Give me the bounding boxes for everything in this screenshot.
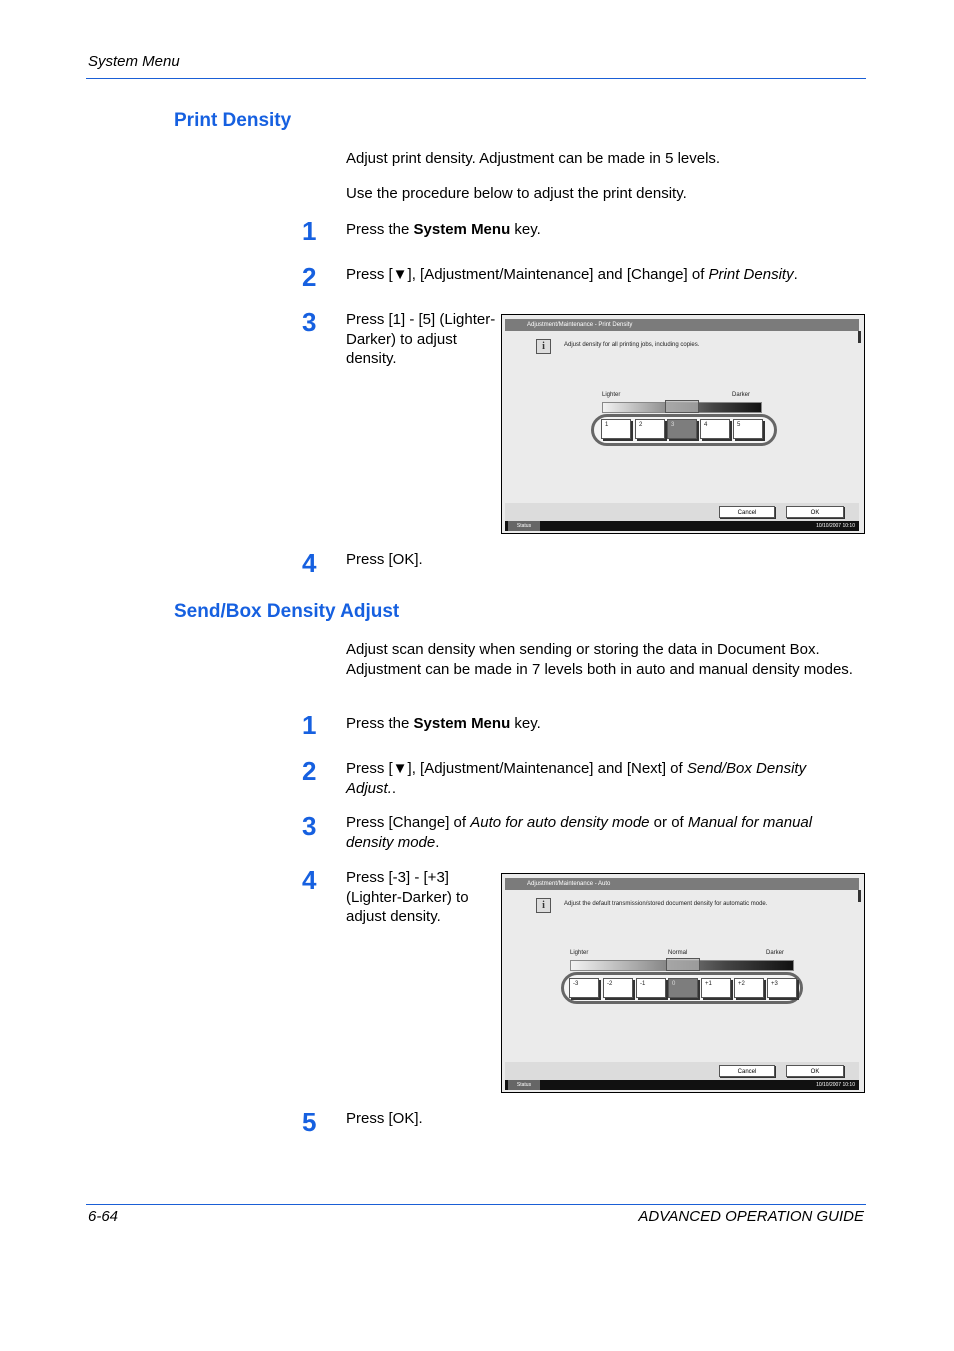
print-density-intro-2: Use the procedure below to adjust the print density. <box>346 185 687 202</box>
scrollbar[interactable] <box>858 331 861 343</box>
step-number: 3 <box>302 811 317 841</box>
level-button[interactable]: +3 <box>767 978 797 998</box>
step-text: Press [Change] of Auto for auto density mode or of Manual for manual density mode. <box>346 814 813 851</box>
info-icon: i <box>536 898 551 913</box>
level-button[interactable]: 1 <box>601 419 631 439</box>
darker-label: Darker <box>732 392 751 398</box>
step-number: 4 <box>302 865 317 895</box>
level-button[interactable]: +2 <box>734 978 764 998</box>
normal-label: Normal <box>668 950 688 956</box>
level-button[interactable]: 2 <box>635 419 665 439</box>
status-bar <box>505 521 859 531</box>
step-text: Press the System Menu key. <box>346 221 541 238</box>
print-density-intro-1: Adjust print density. Adjustment can be made in 5 levels. <box>346 150 721 167</box>
step-number: 1 <box>302 216 317 246</box>
ok-button[interactable]: OK <box>786 1065 844 1077</box>
step-text: Press [1] - [5] (Lighter-Darker) to adjust density. <box>346 311 496 367</box>
step-text: Press [-3] - [+3] (Lighter-Darker) to adjust density. <box>346 869 469 925</box>
step-number: 4 <box>302 548 317 578</box>
screen-title: Adjustment/Maintenance - Print Density <box>505 319 859 331</box>
guide-title: ADVANCED OPERATION GUIDE <box>638 1208 864 1225</box>
datetime: 10/10/2007 10:10 <box>816 1082 855 1088</box>
ok-button[interactable]: OK <box>786 506 844 518</box>
status-button[interactable]: Status <box>508 1080 540 1090</box>
datetime: 10/10/2007 10:10 <box>816 523 855 529</box>
send-box-intro: Adjust scan density when sending or storing the data in Document Box. Adjustment can be made in 7 levels both in auto and manual density modes. <box>346 641 853 678</box>
level-button-selected[interactable]: 3 <box>667 419 697 439</box>
level-button[interactable]: +1 <box>701 978 731 998</box>
status-button[interactable]: Status <box>508 521 540 531</box>
send-box-density-screen <box>501 873 865 1093</box>
level-button[interactable]: -1 <box>636 978 666 998</box>
step-number: 2 <box>302 262 317 292</box>
gradient-marker <box>665 400 699 413</box>
level-button[interactable]: 4 <box>700 419 730 439</box>
gradient-marker <box>666 958 700 971</box>
step-text: Press [OK]. <box>346 551 423 568</box>
step-number: 5 <box>302 1107 317 1137</box>
running-header: System Menu <box>88 53 180 70</box>
step-number: 2 <box>302 756 317 786</box>
cancel-button[interactable]: Cancel <box>719 506 775 518</box>
level-button-selected[interactable]: 0 <box>668 978 698 998</box>
info-icon: i <box>536 339 551 354</box>
scrollbar[interactable] <box>858 890 861 902</box>
section-title-print-density: Print Density <box>174 110 292 131</box>
level-button[interactable]: -3 <box>569 978 599 998</box>
page-number: 6-64 <box>88 1208 119 1225</box>
step-text: Press [▼], [Adjustment/Maintenance] and [Change] of Print Density. <box>346 266 798 283</box>
print-density-screen <box>501 314 865 534</box>
screen-message: Adjust the default transmission/stored document density for automatic mode. <box>564 901 768 907</box>
lighter-label: Lighter <box>570 950 589 956</box>
step-number: 1 <box>302 710 317 740</box>
status-bar <box>505 1080 859 1090</box>
level-button[interactable]: -2 <box>603 978 633 998</box>
cancel-button[interactable]: Cancel <box>719 1065 775 1077</box>
section-title-send-box: Send/Box Density Adjust <box>174 601 400 622</box>
step-text: Press [OK]. <box>346 1110 423 1127</box>
lighter-label: Lighter <box>602 392 621 398</box>
step-text: Press [▼], [Adjustment/Maintenance] and [Next] of Send/Box Density Adjust.. <box>346 760 807 797</box>
step-text: Press the System Menu key. <box>346 715 541 732</box>
step-number: 3 <box>302 307 317 337</box>
darker-label: Darker <box>766 950 785 956</box>
header-rule <box>86 78 866 79</box>
level-button[interactable]: 5 <box>733 419 763 439</box>
screen-title: Adjustment/Maintenance - Auto <box>505 878 859 890</box>
footer-rule <box>86 1204 866 1205</box>
screen-message: Adjust density for all printing jobs, including copies. <box>564 342 700 348</box>
